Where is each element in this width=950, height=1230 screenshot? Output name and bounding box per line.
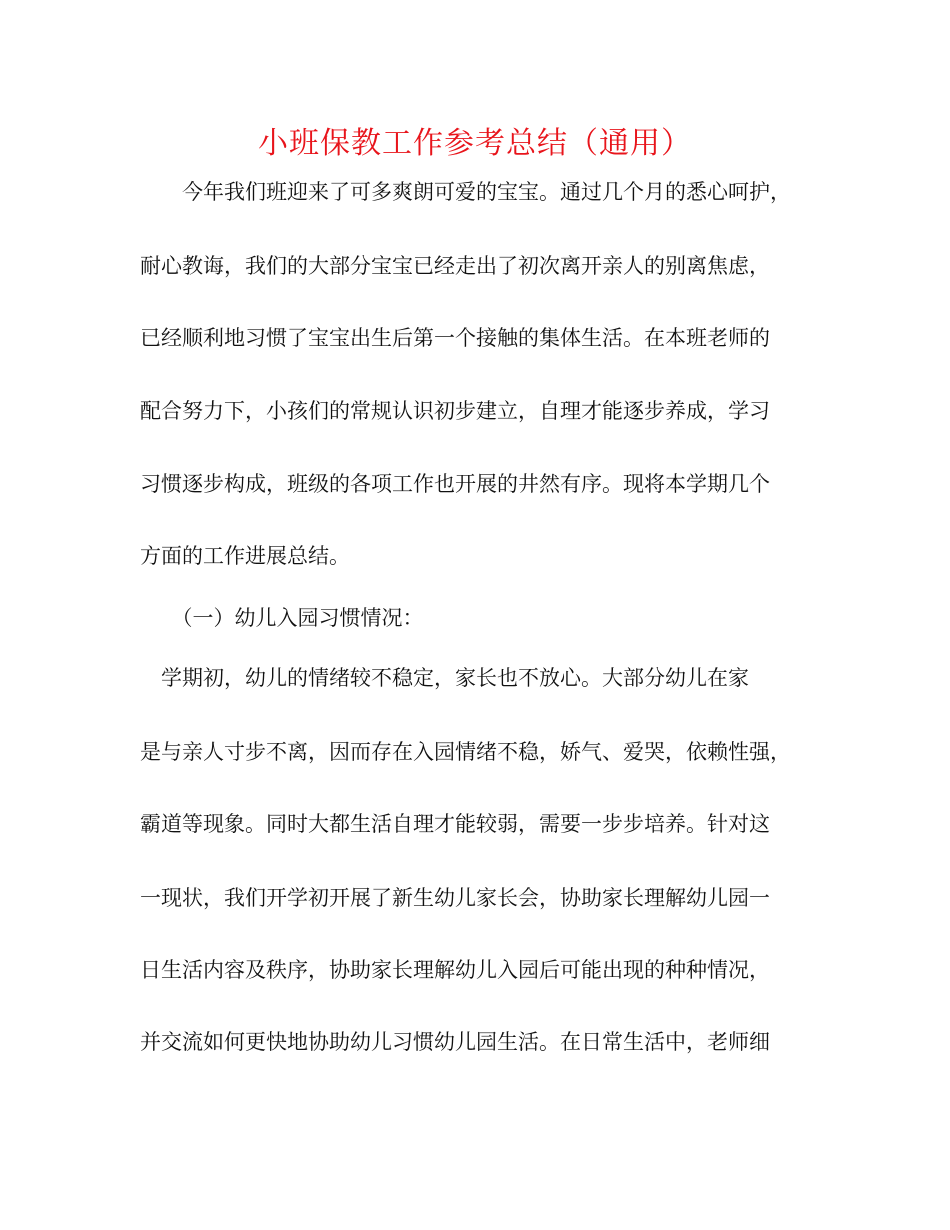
paragraph-line: 霸道等现象。同时大都生活自理才能较弱，需要一步步培养。针对这: [140, 812, 770, 836]
paragraph-line: 方面的工作进展总结。: [140, 544, 350, 568]
paragraph-line: 是与亲人寸步不离，因而存在入园情绪不稳，娇气、爱哭，依赖性强，: [140, 740, 791, 764]
paragraph-line: 习惯逐步构成，班级的各项工作也开展的井然有序。现将本学期几个: [140, 472, 770, 496]
paragraph-line: 已经顺利地习惯了宝宝出生后第一个接触的集体生活。在本班老师的: [140, 326, 770, 350]
paragraph-line: 配合努力下，小孩们的常规认识初步建立，自理才能逐步养成，学习: [140, 399, 770, 423]
paragraph-line: 学期初，幼儿的情绪较不稳定，家长也不放心。大部分幼儿在家: [140, 666, 749, 690]
section-heading: （一）幼儿入园习惯情况：: [140, 606, 424, 630]
paragraph-line: 一现状，我们开学初开展了新生幼儿家长会，协助家长理解幼儿园一: [140, 886, 770, 910]
document-title: 小班保教工作参考总结（通用）: [258, 126, 692, 161]
paragraph-line: 耐心教诲，我们的大部分宝宝已经走出了初次离开亲人的别离焦虑，: [140, 254, 770, 278]
paragraph-line: 并交流如何更快地协助幼儿习惯幼儿园生活。在日常生活中，老师细: [140, 1030, 770, 1054]
paragraph-line: 今年我们班迎来了可多爽朗可爱的宝宝。通过几个月的悉心呵护，: [140, 180, 791, 204]
paragraph-line: 日生活内容及秩序，协助家长理解幼儿入园后可能出现的种种情况，: [140, 958, 770, 982]
